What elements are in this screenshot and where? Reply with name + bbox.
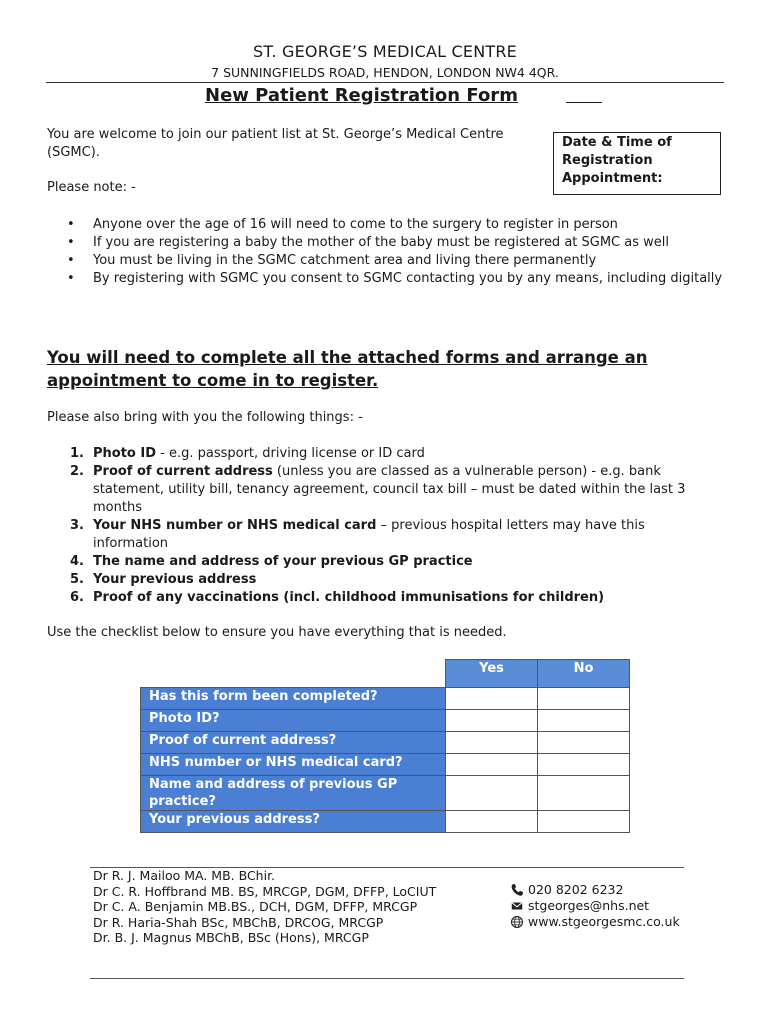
- checkbox-yes[interactable]: [446, 732, 538, 754]
- globe-icon: [510, 915, 524, 929]
- title-underline-tail: [566, 102, 602, 103]
- doctor-entry: Dr R. Haria-Shah BSc, MBChB, DRCOG, MRCGP: [93, 914, 384, 930]
- doctor-entry: Dr R. J. Mailoo MA. MB. BChir.: [93, 868, 276, 883]
- checkbox-no[interactable]: [538, 811, 630, 833]
- requirements-list: [47, 216, 737, 288]
- header-divider: [46, 82, 724, 83]
- documents-list: [47, 445, 717, 607]
- doctor-entry: Dr C. R. Hoffbrand MB. BS, MRCGP, DGM, DFFP, LoCIUT: [93, 883, 437, 899]
- please-note-label: Please note: -: [47, 180, 136, 195]
- bullet-icon: •: [67, 235, 75, 250]
- footer-divider-bottom: [90, 978, 684, 979]
- list-item: 2. Proof of current address (unless you are classed as a vulnerable person) - e.g. bank statement, utility bill, tenancy agreement, council tax bill – must be dated within the last 3 months: [70, 464, 686, 515]
- checkbox-no[interactable]: [538, 776, 630, 811]
- list-item: • By registering with SGMC you consent to SGMC contacting you by any means, including digitally: [67, 271, 723, 286]
- checklist-question: Proof of current address?: [141, 732, 446, 754]
- column-yes: Yes: [446, 660, 538, 688]
- list-item: 3. Your NHS number or NHS medical card – previous hospital letters may have this information: [70, 518, 645, 551]
- registration-appointment-label: Date & Time of Registration Appointment:: [562, 135, 672, 186]
- bring-intro: Please also bring with you the following things: -: [47, 410, 363, 425]
- list-item: 1. Photo ID - e.g. passport, driving license or ID card: [70, 446, 425, 461]
- table-row: [141, 776, 630, 811]
- table-row: [141, 732, 630, 754]
- checklist-question: Your previous address?: [141, 811, 446, 833]
- table-row: [141, 754, 630, 776]
- phone-number: 020 8202 6232: [528, 882, 624, 897]
- checklist-table: [140, 659, 630, 833]
- checklist-question: Name and address of previous GP practice?: [141, 776, 446, 811]
- bullet-icon: •: [67, 217, 75, 232]
- checkbox-yes[interactable]: [446, 754, 538, 776]
- checkbox-yes[interactable]: [446, 688, 538, 710]
- org-name: ST. GEORGE’S MEDICAL CENTRE: [253, 42, 517, 61]
- table-header-row: [141, 660, 630, 688]
- email-address[interactable]: stgeorges@nhs.net: [528, 898, 650, 913]
- checkbox-yes[interactable]: [446, 776, 538, 811]
- checkbox-no[interactable]: [538, 710, 630, 732]
- table-row: [141, 688, 630, 710]
- phone-icon: [510, 883, 524, 897]
- doctor-entry: Dr. B. J. Magnus MBChB, BSc (Hons), MRCGP: [93, 930, 369, 945]
- phone-row: [510, 882, 680, 898]
- checkbox-no[interactable]: [538, 732, 630, 754]
- checkbox-yes[interactable]: [446, 710, 538, 732]
- checkbox-no[interactable]: [538, 754, 630, 776]
- doctor-entry: Dr C. A. Benjamin MB.BS., DCH, DGM, DFFP, MRCGP: [93, 899, 418, 914]
- org-address: 7 SUNNINGFIELDS ROAD, HENDON, LONDON NW4 4QR.: [211, 65, 559, 80]
- list-item: • If you are registering a baby the mother of the baby must be registered at SGMC as well: [67, 235, 669, 250]
- doctors-list: [93, 868, 436, 946]
- list-item: 5. Your previous address: [70, 572, 257, 587]
- list-item: 6. Proof of any vaccinations (incl. childhood immunisations for children): [70, 590, 605, 605]
- registration-appointment-box[interactable]: [553, 132, 721, 195]
- main-heading: You will need to complete all the attached forms and arrange an appointment to come in to register.: [47, 348, 648, 390]
- bullet-icon: •: [67, 271, 75, 286]
- checklist-intro: Use the checklist below to ensure you have everything that is needed.: [47, 625, 507, 640]
- website-row: [510, 914, 680, 930]
- checkbox-yes[interactable]: [446, 811, 538, 833]
- bullet-icon: •: [67, 253, 75, 268]
- column-no: No: [538, 660, 630, 688]
- checklist-question: Has this form been completed?: [141, 688, 446, 710]
- website-link[interactable]: www.stgeorgesmc.co.uk: [528, 914, 680, 929]
- list-item: • Anyone over the age of 16 will need to come to the surgery to register in person: [67, 217, 618, 232]
- envelope-icon: [510, 899, 524, 913]
- table-row: [141, 710, 630, 732]
- checklist-question: NHS number or NHS medical card?: [141, 754, 446, 776]
- email-row: [510, 898, 680, 914]
- contact-details: [510, 882, 680, 930]
- welcome-text: You are welcome to join our patient list at St. George’s Medical Centre (SGMC).: [47, 127, 504, 160]
- list-item: • You must be living in the SGMC catchment area and living there permanently: [67, 253, 597, 268]
- checklist-question: Photo ID?: [141, 710, 446, 732]
- list-item: 4. The name and address of your previous GP practice: [70, 554, 473, 569]
- checkbox-no[interactable]: [538, 688, 630, 710]
- table-row: [141, 811, 630, 833]
- form-title: New Patient Registration Form: [205, 85, 518, 106]
